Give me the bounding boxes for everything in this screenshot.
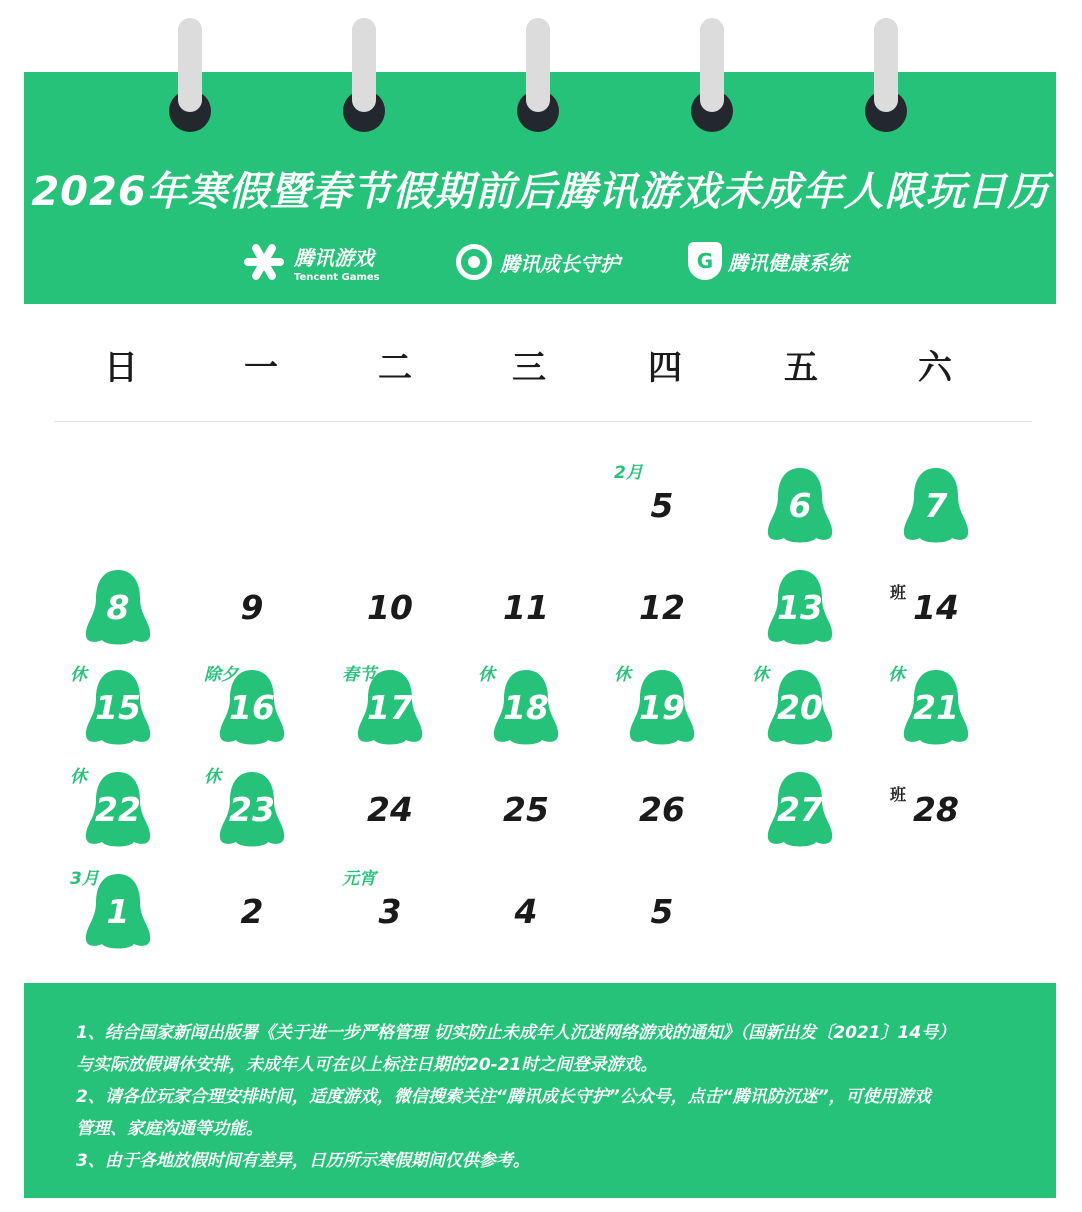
calendar-day-16 (184, 660, 320, 762)
tencent-games-sub: Tencent Games (294, 271, 380, 283)
health-system-logo (688, 242, 848, 280)
tencent-games-logo (234, 238, 380, 286)
day-number: 13 (777, 588, 823, 627)
day-note: 休 (70, 767, 87, 787)
health-system-name: 腾讯健康系统 (728, 250, 848, 275)
day-number: 5 (650, 892, 674, 931)
day-note: 休 (478, 665, 495, 685)
note-line: 3、由于各地放假时间有差异，日历所示寒假期间仅供参考。 (76, 1151, 530, 1171)
notes-panel (24, 983, 1056, 1198)
calendar-day-22 (50, 762, 186, 864)
day-number: 10 (367, 588, 413, 627)
day-number: 7 (924, 486, 948, 525)
weekday-label: 日 (104, 348, 138, 388)
calendar-day-7 (868, 458, 1004, 560)
calendar-day-9 (184, 560, 320, 662)
ring-icon (164, 18, 216, 130)
calendar-day-25 (458, 762, 594, 864)
day-number: 4 (514, 892, 538, 931)
day-note: 3月 (70, 869, 99, 889)
note-line: 管理、家庭沟通等功能。 (76, 1119, 263, 1139)
day-number: 28 (913, 790, 959, 829)
calendar-day-14 (868, 560, 1004, 662)
day-note: 休 (614, 665, 631, 685)
calendar-day-12 (594, 560, 730, 662)
day-number: 21 (913, 688, 959, 727)
calendar-day-5 (594, 458, 730, 560)
note-line: 1、结合国家新闻出版署《关于进一步严格管理 切实防止未成年人沉迷网络游戏的通知》（国新出发〔2021〕14号） (76, 1023, 956, 1043)
calendar-day-20 (732, 660, 868, 762)
day-number: 18 (503, 688, 549, 727)
weekday-label: 三 (512, 348, 546, 388)
note-line: 与实际放假调休安排，未成年人可在以上标注日期的20-21时之间登录游戏。 (76, 1055, 658, 1075)
brand-logos (24, 234, 1056, 294)
day-number: 2 (240, 892, 264, 931)
day-number: 1 (106, 892, 130, 931)
weekday-label: 四 (648, 348, 682, 388)
day-number: 16 (229, 688, 275, 727)
day-note: 春节 (342, 665, 376, 685)
tencent-games-name: 腾讯游戏 (294, 245, 374, 270)
calendar-day-3 (322, 864, 458, 966)
day-number: 8 (106, 588, 130, 627)
calendar-day-1 (50, 864, 186, 966)
day-note: 休 (888, 665, 905, 685)
calendar-day-19 (594, 660, 730, 762)
weekday-label: 六 (918, 348, 952, 388)
workday-mark: 班 (890, 785, 907, 804)
ring-icon (338, 18, 390, 130)
calendar-day-15 (50, 660, 186, 762)
calendar-day-27 (732, 762, 868, 864)
star-icon (234, 238, 290, 286)
day-note: 2月 (614, 463, 643, 483)
ring-icon (860, 18, 912, 130)
calendar-day-6 (732, 458, 868, 560)
day-note: 休 (70, 665, 87, 685)
day-number: 20 (777, 688, 823, 727)
weekday-row (54, 340, 1034, 390)
day-number: 11 (503, 588, 549, 627)
calendar-day-4 (458, 864, 594, 966)
calendar-day-8 (50, 560, 186, 662)
day-number: 14 (913, 588, 959, 627)
weekday-label: 二 (378, 348, 412, 388)
calendar-day-23 (184, 762, 320, 864)
weekday-label: 一 (244, 348, 278, 388)
workday-mark: 班 (890, 583, 907, 602)
day-number: 9 (240, 588, 264, 627)
day-number: 17 (367, 688, 413, 727)
calendar-day-17 (322, 660, 458, 762)
calendar-day-21 (868, 660, 1004, 762)
day-number: 27 (777, 790, 823, 829)
day-number: 24 (367, 790, 413, 829)
day-number: 23 (229, 790, 275, 829)
ring-icon (686, 18, 738, 130)
calendar-day-18 (458, 660, 594, 762)
calendar-day-26 (594, 762, 730, 864)
day-number: 26 (639, 790, 685, 829)
day-number: 22 (95, 790, 141, 829)
note-line: 2、请各位玩家合理安排时间，适度游戏，微信搜索关注“腾讯成长守护”公众号，点击“腾讯防沉迷”，可使用游戏 (76, 1087, 931, 1107)
day-number: 15 (95, 688, 141, 727)
calendar-day-5 (594, 864, 730, 966)
calendar-day-2 (184, 864, 320, 966)
weekday-label: 五 (784, 348, 818, 388)
growth-guard-logo (456, 244, 620, 280)
day-number: 25 (503, 790, 549, 829)
page-title: 2026年寒假暨春节假期前后腾讯游戏未成年人限玩日历 (31, 169, 1049, 215)
day-number: 6 (788, 486, 812, 525)
day-note: 休 (752, 665, 769, 685)
calendar-day-11 (458, 560, 594, 662)
day-number: 19 (639, 688, 685, 727)
shield-g-icon: G (688, 242, 722, 280)
calendar-day-24 (322, 762, 458, 864)
calendar-rings (0, 0, 1082, 130)
growth-guard-icon (456, 244, 492, 280)
ring-icon (512, 18, 564, 130)
calendar-day-13 (732, 560, 868, 662)
day-number: 3 (378, 892, 402, 931)
calendar-day-10 (322, 560, 458, 662)
day-note: 元宵 (342, 869, 376, 889)
day-note: 除夕 (204, 665, 238, 685)
day-note: 休 (204, 767, 221, 787)
day-number: 5 (650, 486, 674, 525)
calendar-day-28 (868, 762, 1004, 864)
day-number: 12 (639, 588, 685, 627)
growth-guard-name: 腾讯成长守护 (500, 251, 620, 276)
divider (54, 421, 1032, 422)
